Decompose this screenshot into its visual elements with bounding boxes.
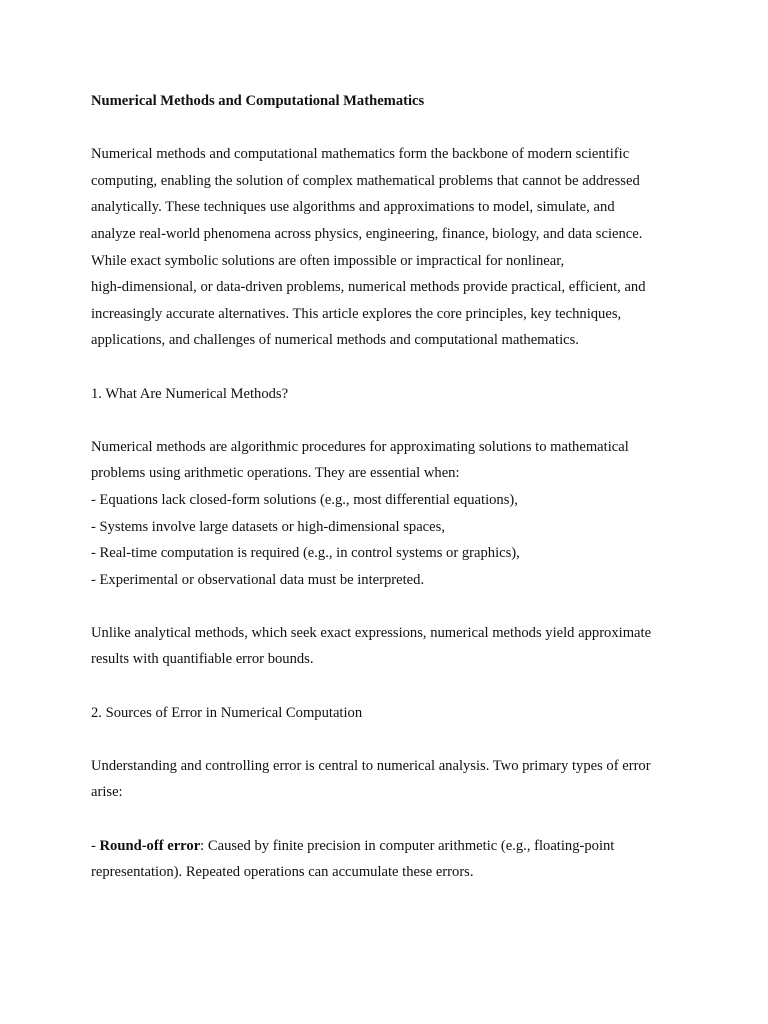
section-1-paragraph — [91, 434, 691, 594]
spacer — [91, 726, 691, 753]
section-1-heading: 1. What Are Numerical Methods? — [91, 385, 289, 402]
section-1-paragraph-2 — [91, 620, 691, 673]
spacer — [91, 593, 691, 620]
list-item — [91, 833, 691, 860]
spacer — [91, 806, 691, 833]
spacer — [91, 354, 691, 381]
paragraph-line: Numerical methods are algorithmic procedures for approximating solutions to mathematical — [91, 438, 629, 455]
roundoff-error-item — [91, 833, 691, 886]
intro-line: analytically. These techniques use algorithms and approximations to model, simulate, and — [91, 199, 615, 216]
intro-line: While exact symbolic solutions are often impossible or impractical for nonlinear, — [91, 252, 565, 269]
intro-line: computing, enabling the solution of complex mathematical problems that cannot be addressed — [91, 172, 640, 189]
intro-line: applications, and challenges of numerical methods and computational mathematics. — [91, 332, 579, 349]
spacer — [91, 115, 691, 142]
section-2-heading: 2. Sources of Error in Numerical Computation — [91, 704, 363, 721]
paragraph-line: results with quantifiable error bounds. — [91, 651, 314, 668]
document-title: Numerical Methods and Computational Mathematics — [91, 93, 425, 109]
intro-line: increasingly accurate alternatives. This article explores the core principles, key techniques, — [91, 305, 622, 322]
list-item: - Equations lack closed-form solutions (e.g., most differential equations), — [91, 491, 518, 508]
term-round-off-error: Round-off error — [99, 837, 201, 854]
intro-line: high-dimensional, or data-driven problems, numerical methods provide practical, efficient, and — [91, 279, 646, 296]
paragraph-line: representation). Repeated operations can accumulate these errors. — [91, 864, 474, 881]
paragraph-line: Understanding and controlling error is central to numerical analysis. Two primary types of error — [91, 757, 651, 774]
spacer — [91, 673, 691, 700]
list-item: - Systems involve large datasets or high-dimensional spaces, — [91, 518, 445, 535]
paragraph-line: arise: — [91, 784, 123, 801]
paragraph-line: Unlike analytical methods, which seek exact expressions, numerical methods yield approximate — [91, 624, 652, 641]
document-page — [91, 88, 691, 886]
paragraph-line: problems using arithmetic operations. They are essential when: — [91, 465, 460, 482]
spacer — [91, 407, 691, 434]
list-item: - Experimental or observational data must be interpreted. — [91, 571, 425, 588]
list-item: - Real-time computation is required (e.g., in control systems or graphics), — [91, 545, 520, 562]
list-dash: - — [91, 837, 100, 854]
intro-line: Numerical methods and computational mathematics form the backbone of modern scientific — [91, 146, 630, 163]
section-2-paragraph — [91, 753, 691, 806]
term-definition: : Caused by finite precision in computer arithmetic (e.g., floating-point — [200, 837, 615, 854]
intro-line: analyze real-world phenomena across physics, engineering, finance, biology, and data science. — [91, 225, 643, 242]
intro-paragraph — [91, 141, 691, 354]
